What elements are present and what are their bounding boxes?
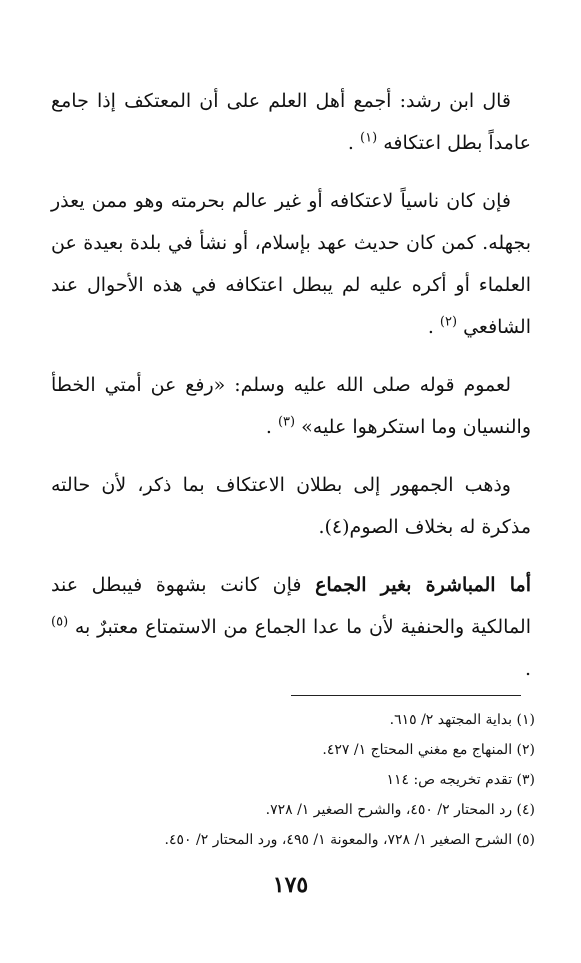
footnote-ref-5: (٥) — [51, 614, 69, 630]
footnote-ref-3: (٣) — [277, 414, 296, 430]
footnote-2: (٢) المنهاج مع مغني المحتاج ١/ ٤٢٧. — [322, 742, 535, 758]
paragraph-2 — [51, 180, 531, 348]
paragraph-2-text: فإن كان ناسياً لاعتكافه أو غير عالم بحرمته وهو ممن يعذر بجهله. كمن كان حديث عهد بإسلام، أو نشأ في بلدة بعيدة عن العلماء أو أكره عليه لم يبطل اعتكافه في هذه الأحوال عند الشافعي — [51, 190, 531, 338]
paragraph-4-text: وذهب الجمهور إلى بطلان الاعتكاف بما ذكر، لأن حالته مذكرة له بخلاف الصوم(٤). — [51, 474, 531, 538]
main-text — [51, 80, 531, 706]
footnote-divider — [291, 695, 521, 696]
paragraph-5-tail: . — [524, 658, 531, 680]
paragraph-1-text: قال ابن رشد: أجمع أهل العلم على أن المعتكف إذا جامع عامداً بطل اعتكافه — [51, 90, 531, 154]
paragraph-5 — [51, 564, 531, 690]
footnote-5: (٥) الشرح الصغير ١/ ٧٢٨، والمعونة ١/ ٤٩٥، ورد المحتار ٢/ ٤٥٠. — [164, 832, 535, 848]
footnote-3: (٣) تقدم تخريجه ص: ١١٤ — [386, 772, 535, 788]
footnote-ref-2: (٢) — [439, 314, 458, 330]
footnotes — [50, 705, 535, 855]
paragraph-5-lead: أما المباشرة بغير الجماع — [315, 574, 531, 596]
paragraph-1 — [51, 80, 531, 164]
footnote-4: (٤) رد المحتار ٢/ ٤٥٠، والشرح الصغير ١/ ٧٢٨. — [265, 802, 535, 818]
footnote-1: (١) بداية المجتهد ٢/ ٦١٥. — [389, 712, 535, 728]
paragraph-4 — [51, 464, 531, 548]
footnote-ref-1: (١) — [360, 130, 378, 146]
page-number: ١٧٥ — [272, 872, 309, 898]
paragraph-1-tail: . — [347, 132, 354, 154]
paragraph-3-text: لعموم قوله صلى الله عليه وسلم: «رفع عن أمتي الخطأ والنسيان وما استكرهوا عليه» — [51, 374, 531, 438]
paragraph-5-text: فإن كانت بشهوة فيبطل عند المالكية والحنفية لأن ما عدا الجماع من الاستمتاع معتبرٌ به — [51, 574, 531, 638]
paragraph-3 — [51, 364, 531, 448]
paragraph-3-tail: . — [265, 416, 272, 438]
paragraph-2-tail: . — [427, 316, 434, 338]
